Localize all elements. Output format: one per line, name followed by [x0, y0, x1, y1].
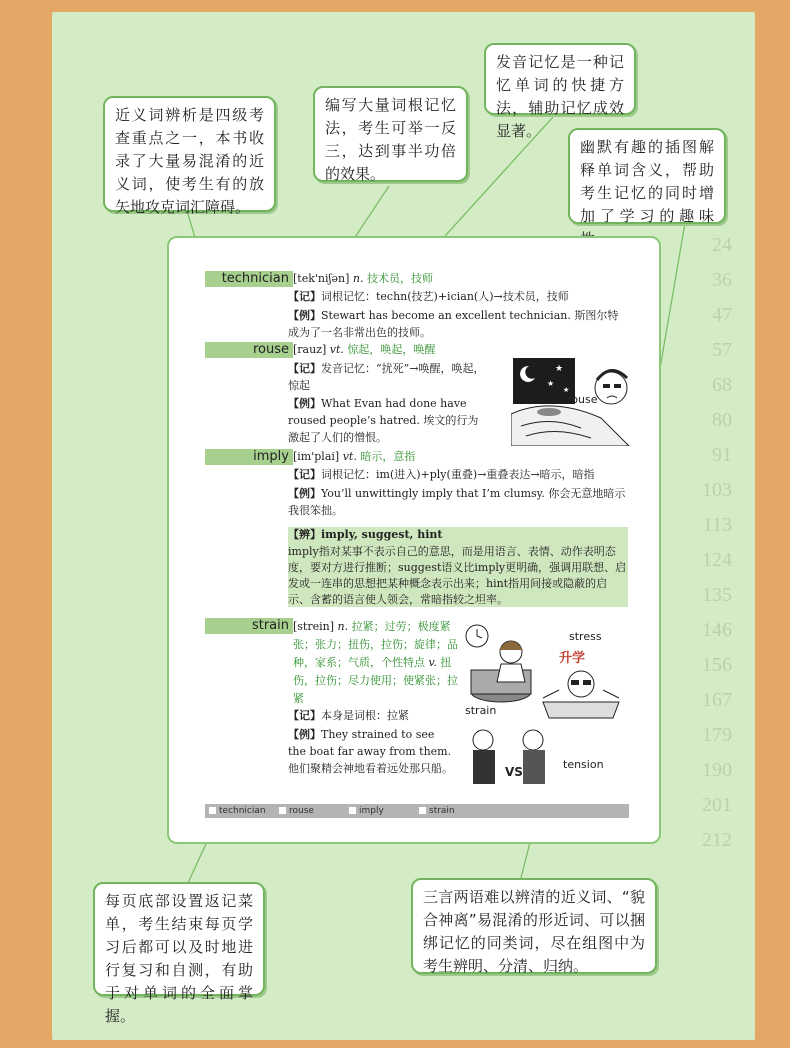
bian-text: imply指对某事不表示自己的意思，而是用语言、表情、动作表明态度，要对方进行推断；suggest语义比imply更明确，强调用联想、启发或一连串的思想把某种概念表示出来；hint指用间接或隐蔽的启示、含蓄的语言使人领会，常暗指较之坦率。 — [288, 545, 627, 606]
example-tag: 【例】 — [288, 728, 321, 741]
pos: n. — [352, 272, 364, 285]
review-item[interactable]: strain — [419, 804, 455, 818]
pos: n. — [337, 620, 349, 633]
example-text: What Evan had done have roused people’s hatred. 埃文的行为激起了人们的憎恨。 — [288, 397, 479, 444]
example-text: Stewart has become an excellent technician. 斯图尔特成为了一名非常出色的技师。 — [288, 309, 619, 339]
meaning: 惊起，唤起，唤醒 — [347, 343, 436, 356]
callout-pronunciation-text: 发音记忆是一种记忆单词的快捷方法，辅助记忆成效显著。 — [496, 53, 624, 140]
background-index-number: 36 — [712, 269, 732, 291]
memo-tag: 【记】 — [288, 362, 321, 375]
meaning: 暗示，意指 — [360, 450, 416, 463]
example-text: They strained to see the boat far away from them. 他们聚精会神地看着远处那只船。 — [288, 728, 453, 775]
background-index-number: 91 — [712, 444, 732, 466]
memo-tag: 【记】 — [288, 709, 321, 722]
rouse-pic-label: rouse — [567, 393, 598, 406]
callout-roots-text: 编写大量词根记忆法，考生可举一反三，达到事半功倍的效果。 — [325, 96, 456, 183]
background-index-number: 146 — [702, 619, 732, 641]
stress-label: stress — [569, 630, 602, 643]
memo-tag: 【记】 — [288, 290, 321, 303]
svg-text:★: ★ — [563, 386, 570, 394]
rouse-illustration — [511, 356, 631, 446]
callout-grouping — [411, 878, 657, 974]
background-index-number: 47 — [712, 304, 732, 326]
background-index-number: 212 — [702, 829, 732, 851]
background-index-number: 179 — [702, 724, 732, 746]
headword-imply: imply — [205, 449, 293, 465]
callout-pronunciation — [484, 43, 636, 140]
memo-text: 词根记忆：techn(技艺)+ician(人)→技术员，技师 — [321, 290, 569, 303]
background-index-number: 57 — [712, 339, 732, 361]
strain-illustration — [463, 622, 633, 792]
background-index-number: 68 — [712, 374, 732, 396]
memo-text: 本身是词根：拉紧 — [321, 709, 409, 722]
headword-technician: technician — [205, 271, 293, 287]
bian-title: imply, suggest, hint — [321, 528, 443, 541]
background-index-number: 113 — [702, 514, 732, 536]
phonetic: [rauz] — [293, 343, 327, 356]
headword-strain: strain — [205, 618, 293, 634]
callout-review-menu-text: 每页底部设置返记菜单，考生结束每页学习后都可以及时地进行复习和自测，有助于对单词的全面掌握。 — [105, 892, 253, 1025]
memo-text: 词根记忆：im(进入)+ply(重叠)→重叠表达→暗示，暗指 — [321, 468, 595, 481]
svg-text:★: ★ — [555, 364, 564, 374]
meaning: 技术员，技师 — [366, 272, 433, 285]
background-index-number: 103 — [702, 479, 732, 501]
callout-roots — [313, 86, 468, 182]
background-index-number: 201 — [702, 794, 732, 816]
meaning: 拉紧；过劳；极度紧张；张力；扭伤，拉伤；旋律；品种，家系；气质，个性特点 — [293, 620, 458, 669]
pos2: v. — [428, 656, 437, 669]
phonetic: [im'plai] — [293, 450, 340, 463]
background-index-number: 190 — [702, 759, 732, 781]
phonetic: [tek'niʃən] — [293, 272, 350, 285]
strain-label: strain — [465, 704, 497, 717]
checkbox-icon[interactable] — [349, 807, 356, 814]
callout-synonym — [103, 96, 276, 216]
review-item[interactable]: technician — [209, 804, 266, 818]
callout-illustration-text: 幽默有趣的插图解释单词含义，帮助考生记忆的同时增加了学习的趣味 — [580, 138, 714, 225]
background-index-number: 156 — [702, 654, 732, 676]
svg-text:★: ★ — [547, 379, 555, 388]
checkbox-icon[interactable] — [419, 807, 426, 814]
bian-tag: 【辨】 — [288, 528, 321, 541]
example-text: You’ll unwittingly imply that I’m clumsy. 你会无意地暗示我很笨拙。 — [288, 487, 626, 517]
memo-text: 发音记忆：“扰死”→唤醒，唤起，惊起 — [288, 362, 485, 392]
checkbox-icon[interactable] — [279, 807, 286, 814]
memo-tag: 【记】 — [288, 468, 321, 481]
background-index-number: 124 — [702, 549, 732, 571]
pos: vt. — [342, 450, 357, 463]
background-index-number: 135 — [702, 584, 732, 606]
callout-illustration — [568, 128, 726, 224]
checkbox-icon[interactable] — [209, 807, 216, 814]
meaning2: 扭伤，拉伤；尽力使用；使紧张；拉紧 — [293, 656, 458, 705]
example-tag: 【例】 — [288, 397, 321, 410]
background-index-number: 167 — [702, 689, 732, 711]
review-menu — [205, 804, 629, 818]
headword-rouse: rouse — [205, 342, 293, 358]
vocab-card — [167, 236, 661, 844]
pos: vt. — [329, 343, 344, 356]
callout-grouping-text: 三言两语难以辨清的近义词、“貌合神离”易混淆的形近词、可以捆绑记忆的同类词，尽在组图中为考生辨明、分清、归纳。 — [423, 888, 645, 975]
phonetic: [strein] — [293, 620, 335, 633]
callout-synonym-text: 近义词辨析是四级考查重点之一，本书收录了大量易混淆的近义词，使考生有的放矢地攻克词汇障碍。 — [115, 106, 264, 216]
example-tag: 【例】 — [288, 309, 321, 322]
callout-review-menu — [93, 882, 265, 1025]
background-index-number: 80 — [712, 409, 732, 431]
example-tag: 【例】 — [288, 487, 321, 500]
background-index-number: 24 — [712, 234, 732, 256]
review-item[interactable]: rouse — [279, 804, 314, 818]
tension-label: tension — [563, 758, 604, 771]
review-item[interactable]: imply — [349, 804, 384, 818]
shengxue-label: 升学 — [559, 651, 586, 666]
vs-label: VS — [505, 765, 523, 779]
